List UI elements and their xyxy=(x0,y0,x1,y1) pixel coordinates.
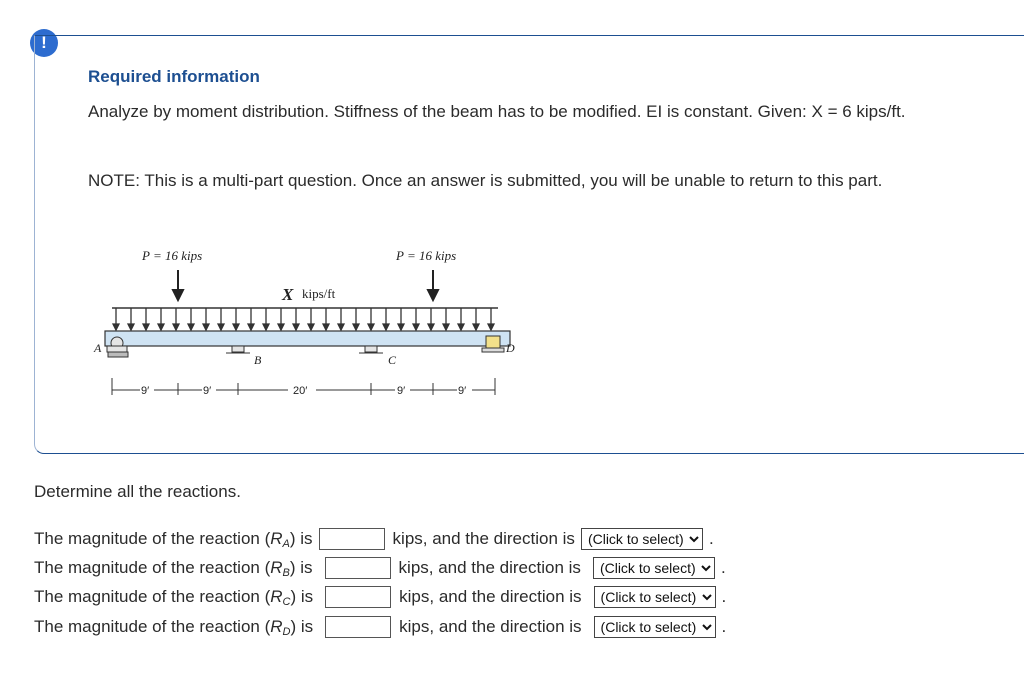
direction-label: kips, and the direction is xyxy=(399,587,582,606)
support-a-label: A xyxy=(94,341,102,355)
distributed-arrowhead xyxy=(128,324,134,330)
distributed-arrowhead xyxy=(203,324,209,330)
beam xyxy=(105,331,510,346)
distributed-arrowhead xyxy=(173,324,179,330)
direction-b-select[interactable] xyxy=(593,557,715,579)
dim-5: 9′ xyxy=(458,385,467,397)
beam-figure xyxy=(90,240,530,415)
distributed-arrowhead xyxy=(143,324,149,330)
distributed-arrowhead xyxy=(188,324,194,330)
distributed-arrowhead xyxy=(113,324,119,330)
load-right-label: P = 16 kips xyxy=(396,248,457,263)
support-b-label: B xyxy=(254,353,262,367)
distributed-arrowhead xyxy=(278,324,284,330)
distributed-arrowhead xyxy=(338,324,344,330)
note-text: NOTE: This is a multi-part question. Once an answer is submitted, you will be unable to return to this part. xyxy=(88,171,883,190)
distributed-arrowhead xyxy=(488,324,494,330)
distributed-arrowhead xyxy=(428,324,434,330)
distributed-arrowhead xyxy=(218,324,224,330)
direction-d-select[interactable] xyxy=(594,616,716,638)
distributed-arrowhead xyxy=(458,324,464,330)
question-prompt: Determine all the reactions. xyxy=(34,482,241,501)
exclamation-icon: ! xyxy=(41,33,47,52)
reaction-label: The magnitude of the reaction $(R_D)$ is xyxy=(34,616,314,638)
direction-c-select[interactable] xyxy=(594,586,716,608)
support-b xyxy=(226,346,250,353)
reaction-d-input[interactable] xyxy=(325,616,391,638)
distributed-arrowhead xyxy=(398,324,404,330)
distributed-arrowhead xyxy=(413,324,419,330)
dim-1: 9′ xyxy=(141,385,150,397)
distributed-arrowhead xyxy=(473,324,479,330)
distributed-arrowhead xyxy=(353,324,359,330)
direction-label: kips, and the direction is xyxy=(398,558,581,577)
distributed-arrowhead xyxy=(308,324,314,330)
distributed-arrowhead xyxy=(293,324,299,330)
period: . xyxy=(721,587,727,606)
dim-2: 9′ xyxy=(203,385,212,397)
reaction-label: The magnitude of the reaction $(R_C)$ is xyxy=(34,586,314,608)
distributed-label: kips/ft xyxy=(302,286,336,301)
distributed-symbol: X xyxy=(282,285,294,304)
distributed-arrowhead xyxy=(323,324,329,330)
distributed-load-arrows xyxy=(113,308,494,330)
period: . xyxy=(720,558,726,577)
reaction-label: The magnitude of the reaction $(R_A)$ is xyxy=(34,528,313,550)
direction-a-select[interactable] xyxy=(581,528,703,550)
distributed-arrowhead xyxy=(443,324,449,330)
distributed-arrowhead xyxy=(158,324,164,330)
reaction-c-input[interactable] xyxy=(325,586,391,608)
dim-3: 20′ xyxy=(293,385,308,397)
direction-label: kips, and the direction is xyxy=(399,617,582,636)
load-left-label: P = 16 kips xyxy=(142,248,203,263)
period: . xyxy=(708,529,714,548)
distributed-arrowhead xyxy=(383,324,389,330)
distributed-arrowhead xyxy=(233,324,239,330)
distributed-arrowhead xyxy=(248,324,254,330)
reaction-row-b xyxy=(34,555,726,581)
info-heading: Required information xyxy=(88,67,260,86)
reaction-row-c xyxy=(34,584,726,610)
reaction-row-a xyxy=(34,526,714,552)
support-d-label: D xyxy=(506,341,515,355)
reaction-b-input[interactable] xyxy=(325,557,391,579)
reaction-label: The magnitude of the reaction $(R_B)$ is xyxy=(34,557,313,579)
direction-label: kips, and the direction is xyxy=(392,529,575,548)
problem-statement: Analyze by moment distribution. Stiffness of the beam has to be modified. EI is constant. Given: X = 6 kips/ft. xyxy=(88,102,906,121)
support-c xyxy=(359,346,383,353)
reaction-row-d xyxy=(34,614,726,640)
support-c-label: C xyxy=(388,353,397,367)
dim-4: 9′ xyxy=(397,385,406,397)
period: . xyxy=(721,617,727,636)
distributed-arrowhead xyxy=(263,324,269,330)
distributed-arrowhead xyxy=(368,324,374,330)
reaction-a-input[interactable] xyxy=(319,528,385,550)
